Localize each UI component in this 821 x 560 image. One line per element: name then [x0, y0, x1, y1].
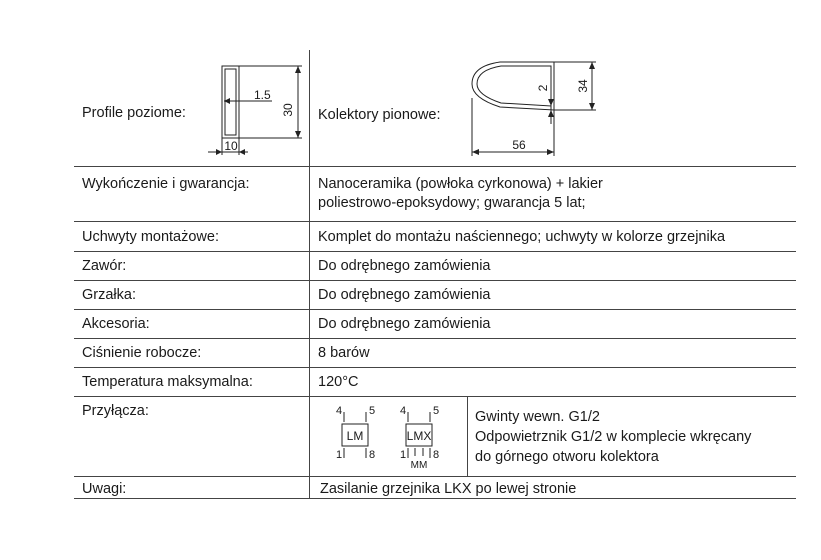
lm-port-8: 8 [369, 449, 376, 461]
mounting-value: Komplet do montażu naściennego; uchwyty w kolorze grzejnika [318, 229, 726, 245]
depth-dimension: 10 [224, 139, 238, 153]
row-divider [74, 309, 796, 310]
column-divider [467, 396, 468, 476]
mounting-label: Uchwyty montażowe: [82, 229, 219, 245]
lm-port-5: 5 [369, 405, 376, 417]
pressure-value: 8 barów [318, 345, 370, 361]
column-divider [309, 50, 310, 499]
row-divider [74, 221, 796, 222]
accessories-value: Do odrębnego zamówienia [318, 316, 491, 332]
lm-port-4: 4 [336, 405, 343, 417]
heater-label: Grzałka: [82, 287, 136, 303]
temperature-label: Temperatura maksymalna: [82, 374, 253, 390]
lm-port-1: 1 [336, 449, 343, 461]
finish-value-line1: Nanoceramika (powłoka cyrkonowa) + lakier [318, 176, 603, 192]
valve-value: Do odrębnego zamówienia [318, 258, 491, 274]
accessories-label: Akcesoria: [82, 316, 150, 332]
collector-width-dimension: 56 [512, 138, 526, 152]
horizontal-profile-label: Profile poziome: [82, 105, 186, 121]
temperature-value: 120°C [318, 374, 359, 390]
connections-desc-line3: do górnego otworu kolektora [475, 449, 659, 465]
heater-value: Do odrębnego zamówienia [318, 287, 491, 303]
lmx-port-1: 1 [400, 449, 407, 461]
notes-label: Uwagi: [82, 481, 127, 497]
finish-label: Wykończenie i gwarancja: [82, 176, 250, 192]
height-dimension: 30 [281, 103, 295, 117]
connection-diagram-lm [330, 400, 386, 472]
lmx-label: LMX [406, 429, 432, 443]
vertical-collector-label: Kolektory pionowe: [318, 107, 441, 123]
row-divider [74, 498, 796, 499]
lmx-port-8: 8 [433, 449, 440, 461]
lmx-port-5: 5 [433, 405, 440, 417]
row-divider [74, 476, 796, 477]
valve-label: Zawór: [82, 258, 127, 274]
vertical-collector-drawing [466, 52, 596, 160]
collector-wall-dimension: 2 [536, 84, 550, 92]
row-divider [74, 251, 796, 252]
connections-label: Przyłącza: [82, 403, 149, 419]
pressure-label: Ciśnienie robocze: [82, 345, 202, 361]
wall-dimension: 1.5 [254, 88, 271, 102]
connection-diagram-lmx [394, 400, 454, 472]
finish-value-line2: poliestrowo-epoksydowy; gwarancja 5 lat; [318, 195, 586, 211]
notes-value: Zasilanie grzejnika LKX po lewej stronie [320, 481, 577, 497]
row-divider [74, 367, 796, 368]
horizontal-profile-drawing [198, 58, 308, 160]
lmx-bottom-label: MM [410, 460, 428, 471]
collector-height-dimension: 34 [576, 79, 590, 93]
connections-desc-line2: Odpowietrznik G1/2 w komplecie wkręcany [475, 429, 752, 445]
lmx-port-4: 4 [400, 405, 407, 417]
connections-desc-line1: Gwinty wewn. G1/2 [475, 409, 600, 425]
row-divider [74, 280, 796, 281]
row-divider [74, 166, 796, 167]
row-divider [74, 338, 796, 339]
row-divider [74, 396, 796, 397]
lm-label: LM [346, 429, 364, 443]
